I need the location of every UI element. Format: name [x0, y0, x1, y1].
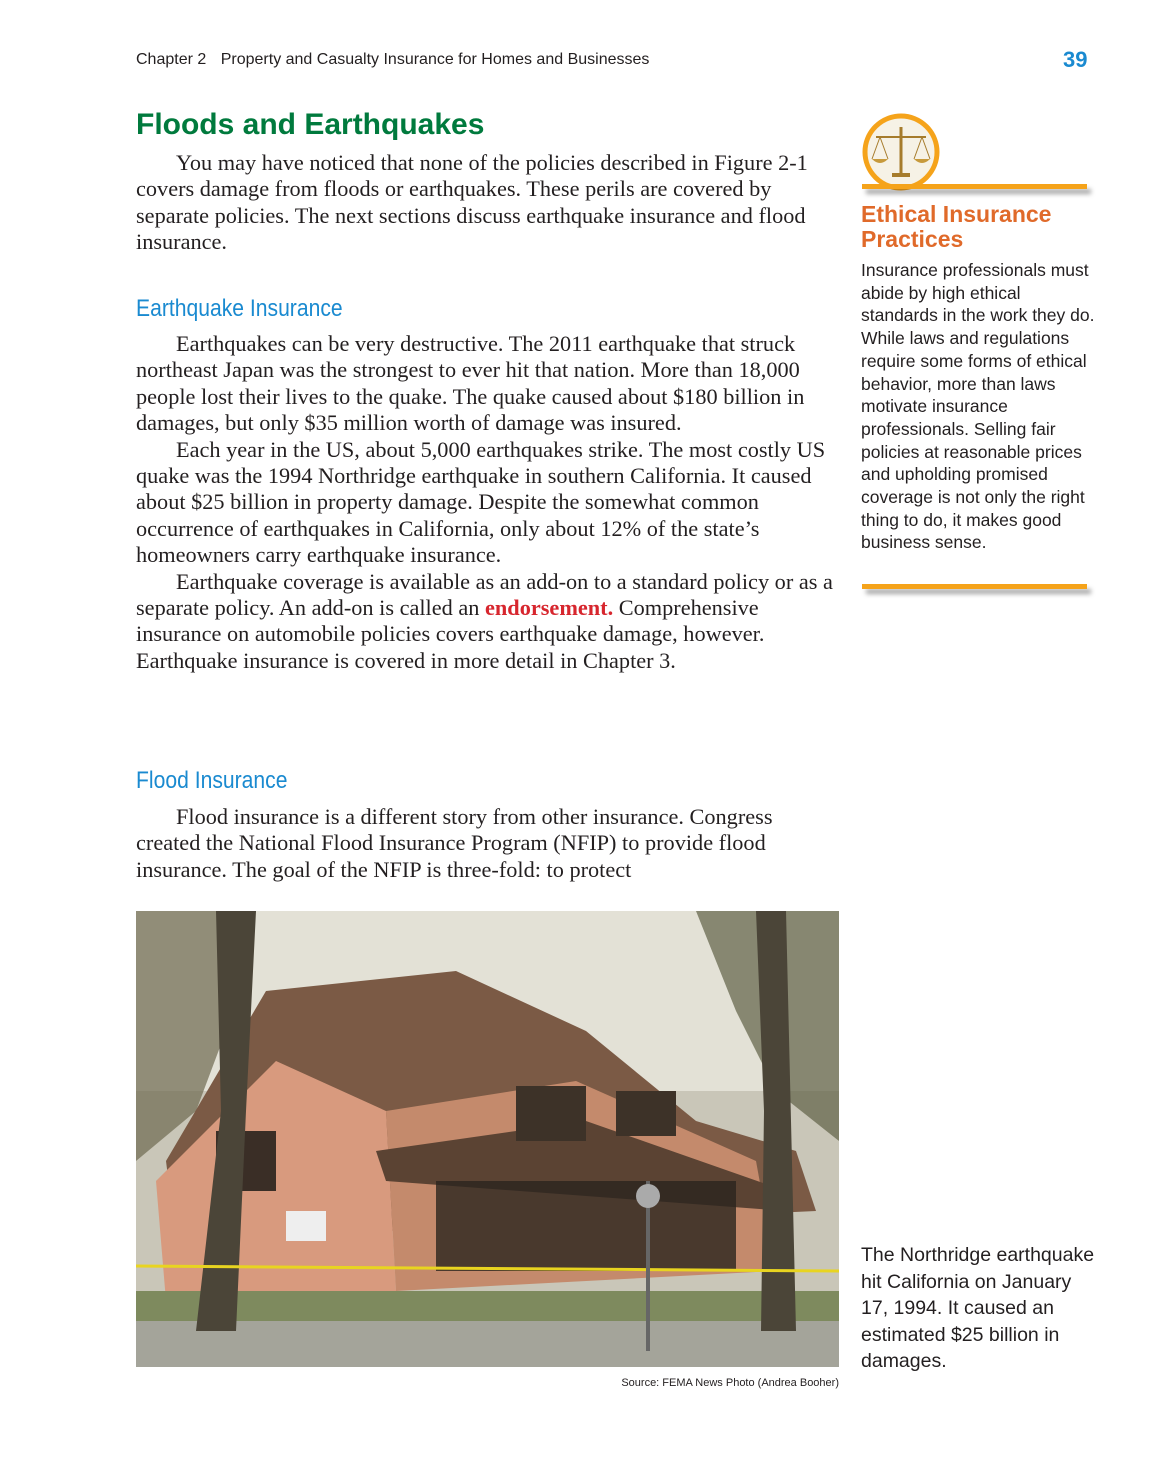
sidebar-top-rule: [862, 184, 1087, 189]
p3-text-before: Earthquake coverage is available as an add-on to a standard policy or as a separate policy. An add-on is called an: [136, 568, 833, 621]
earthquake-p1: Earthquakes can be very destructive. The 2011 earthquake that struck northeast Japan was the strongest to ever hit that nation. More than 18,000 people lost their lives to the quake. The quake caused about $180 billion in damages, but only $35 million worth of damage was insured.: [136, 331, 805, 436]
sidebar-body: Insurance professionals must abide by high ethical standards in the work they do. While laws and regulations require some forms of ethical behavior, more than laws motivate insurance professionals. Selling fair policies at reasonable prices and upholding promised coverage is not only the right thing to do, it makes good business sense.: [861, 260, 1095, 553]
earthquake-p3: [136, 569, 836, 675]
earthquake-p2: Each year in the US, about 5,000 earthquakes strike. The most costly US quake was the 1994 Northridge earthquake in southern California. It caused about $25 billion in property damage. Despite the somewhat common occurrence of earthquakes in California, only about 12% of the state’s homeowners carry earthquake insurance.: [136, 436, 826, 568]
chapter-title: Property and Casualty Insurance for Homes and Businesses: [220, 51, 650, 68]
page-number: 39: [1063, 47, 1088, 72]
key-term-endorsement: endorsement.: [485, 595, 614, 621]
p3-text-after: Comprehensive insurance on automobile policies covers earthquake damage, however. Earthquake insurance is covered in more detail in Chapter 3.: [136, 595, 765, 673]
flood-body: [136, 804, 836, 883]
running-header: [136, 51, 649, 69]
photo-credit: Source: FEMA News Photo (Andrea Booher): [621, 1377, 839, 1389]
earthquake-damaged-house-photo: [136, 911, 839, 1367]
scales-of-justice-icon: [862, 113, 940, 191]
earthquake-body: [136, 331, 836, 674]
earthquake-heading: Earthquake Insurance: [136, 295, 343, 322]
sidebar-title: Ethical Insurance Practices: [861, 201, 1052, 252]
intro-paragraph: [136, 150, 836, 256]
chapter-number: Chapter 2: [136, 51, 207, 68]
flood-heading: Flood Insurance: [136, 767, 288, 794]
photo-caption: The Northridge earthquake hit California on January 17, 1994. It caused an estimated $25 billion in damages.: [861, 1244, 1095, 1372]
intro-text: You may have noticed that none of the policies described in Figure 2-1 covers damage from floods or earthquakes. These perils are covered by separate policies. The next sections discuss earthquake insurance and flood insurance.: [136, 150, 808, 255]
sidebar-bottom-rule: [862, 584, 1087, 589]
flood-p1: Flood insurance is a different story from other insurance. Congress created the National Flood Insurance Program (NFIP) to provide flood insurance. The goal of the NFIP is three-fold: to protect: [136, 804, 773, 882]
section-title: Floods and Earthquakes: [136, 108, 485, 141]
